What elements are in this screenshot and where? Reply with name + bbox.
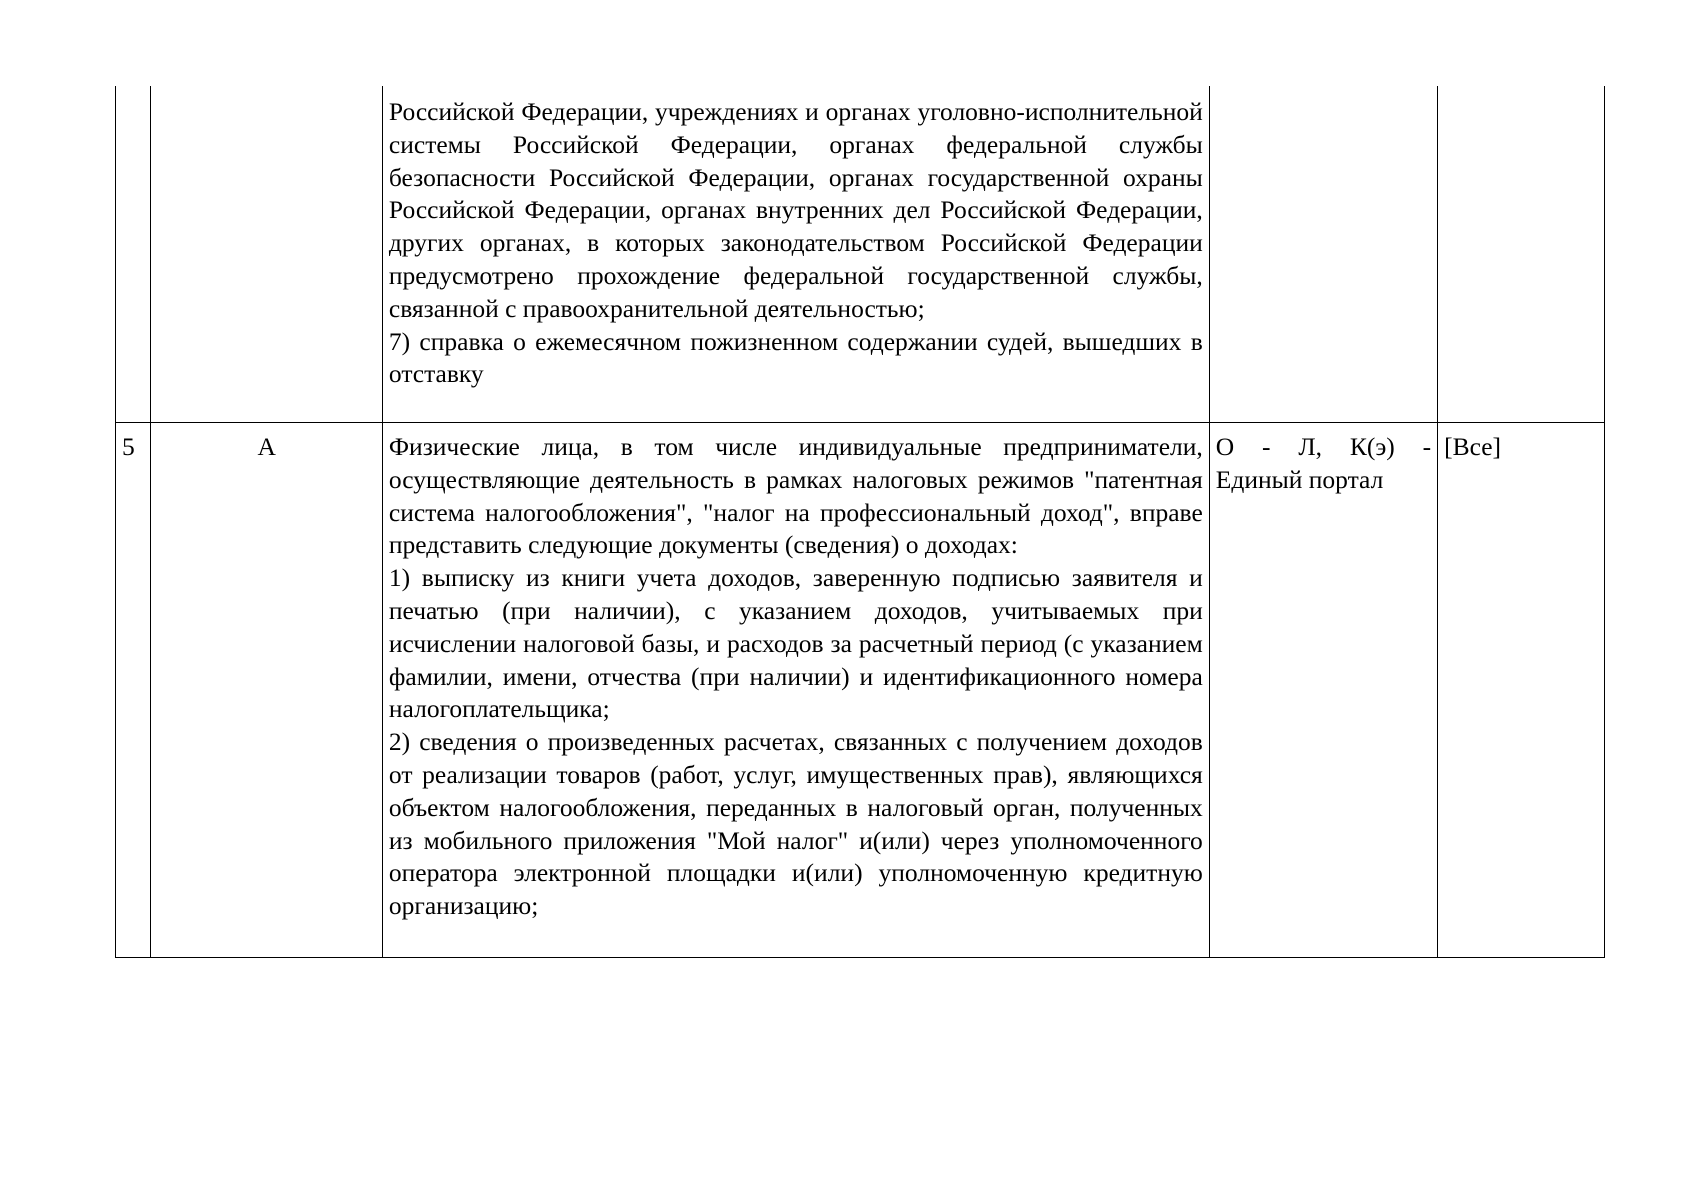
- row-code-cell: [151, 86, 382, 423]
- description-paragraph: 7) справка о ежемесячном пожизненном содержании судей, вышедших в отставку: [388, 326, 1203, 389]
- table-row: [116, 423, 1605, 958]
- row-number-cell: 5: [116, 423, 151, 958]
- row-method-cell: [1209, 86, 1437, 423]
- row-code-cell: А: [151, 423, 382, 958]
- row-number-cell: [116, 86, 151, 423]
- description-paragraph: Физические лица, в том числе индивидуальные предприниматели, осуществляющие деятельность в рамках налоговых режимов "патентная система налогообложения", "налог на профессиональный доход", вправе представить следующие документы (сведения) о доходах:: [388, 432, 1203, 560]
- description-paragraph: 2) сведения о произведенных расчетах, связанных с получением доходов от реализации товаров (работ, услуг, имущественных прав), являющихся объектом налогообложения, переданных в налоговый орган, полученных из мобильного приложения "Мой налог" и(или) через уполномоченного оператора электронной площадки и(или) уполномоченную кредитную организацию;: [388, 727, 1203, 921]
- row-description-cell: [382, 423, 1209, 958]
- row-scope-cell: [1438, 86, 1605, 423]
- row-description-cell: [382, 86, 1209, 423]
- description-paragraph: 1) выписку из книги учета доходов, заверенную подписью заявителя и печатью (при наличии), с указанием доходов, учитываемых при исчислении налоговой базы, и расходов за расчетный период (с указанием фамилии, имени, отчества (при наличии) и идентификационного номера налогоплательщика;: [388, 563, 1203, 724]
- row-scope-cell: [Все]: [1438, 423, 1605, 958]
- requirements-table: [115, 86, 1605, 958]
- row-method-cell: О - Л, К(э) - Единый портал: [1209, 423, 1437, 958]
- description-paragraph: Российской Федерации, учреждениях и органах уголовно-исполнительной системы Российской Федерации, органах федеральной службы безопасности Российской Федерации, органах государственной охраны Российской Федерации, органах внутренних дел Российской Федерации, других органах, в которых законодательством Российской Федерации предусмотрено прохождение федеральной государственной службы, связанной с правоохранительной деятельностью;: [388, 97, 1203, 323]
- table-row: [116, 86, 1605, 423]
